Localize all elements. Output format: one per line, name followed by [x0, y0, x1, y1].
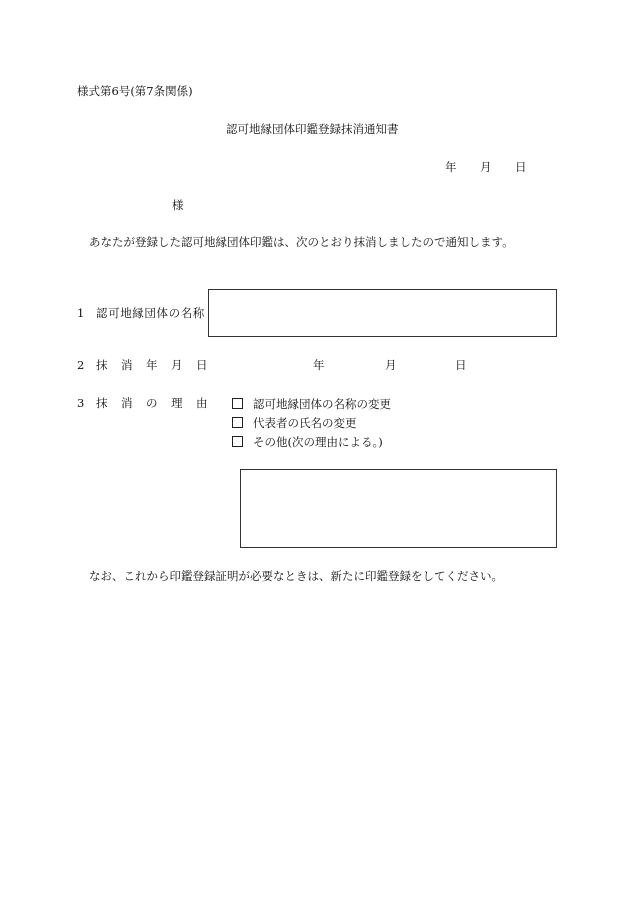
addressee-suffix: 様 — [172, 198, 184, 212]
item-2-number: 2 — [77, 358, 85, 372]
item-3-number: 3 — [77, 396, 85, 410]
item-2-label-char: 月 — [171, 358, 183, 372]
item-3-label-char: 由 — [196, 396, 208, 410]
header-day-label: 日 — [515, 160, 527, 174]
item-3-label-char: 理 — [171, 396, 183, 410]
organization-name-field[interactable] — [208, 289, 557, 337]
item-1-label: 認可地縁団体の名称 — [96, 306, 205, 320]
item-3-label-char: 消 — [121, 396, 133, 410]
form-code: 様式第6号(第7条関係) — [77, 84, 193, 98]
reason-option-label: 認可地縁団体の名称の変更 — [253, 397, 391, 411]
cancel-year-label: 年 — [313, 358, 325, 372]
other-reason-field[interactable] — [240, 469, 557, 548]
reason-checkbox-other[interactable] — [232, 436, 243, 447]
header-month-label: 月 — [480, 160, 492, 174]
item-2-label-char: 抹 — [96, 358, 108, 372]
reason-option-representative-change — [232, 417, 357, 430]
intro-text: あなたが登録した認可地縁団体印鑑は、次のとおり抹消しましたので通知します。 — [89, 235, 514, 249]
reason-option-label: その他(次の理由による。) — [253, 435, 383, 449]
reason-checkbox-representative-change[interactable] — [232, 417, 243, 428]
reason-option-label: 代表者の氏名の変更 — [253, 416, 357, 430]
item-2-label-char: 日 — [196, 358, 208, 372]
cancel-day-label: 日 — [455, 358, 467, 372]
item-2-label-char: 消 — [121, 358, 133, 372]
reason-checkbox-name-change[interactable] — [232, 398, 243, 409]
item-1-number: 1 — [77, 306, 85, 320]
item-2-label-char: 年 — [146, 358, 158, 372]
closing-note: なお、これから印鑑登録証明が必要なときは、新たに印鑑登録をしてください。 — [89, 569, 503, 583]
item-3-label-char: 抹 — [96, 396, 108, 410]
item-3-label-char: の — [146, 396, 158, 410]
document-title: 認可地縁団体印鑑登録抹消通知書 — [226, 122, 399, 136]
reason-option-name-change — [232, 398, 391, 411]
cancel-month-label: 月 — [385, 358, 397, 372]
header-year-label: 年 — [445, 160, 457, 174]
reason-option-other — [232, 436, 383, 449]
